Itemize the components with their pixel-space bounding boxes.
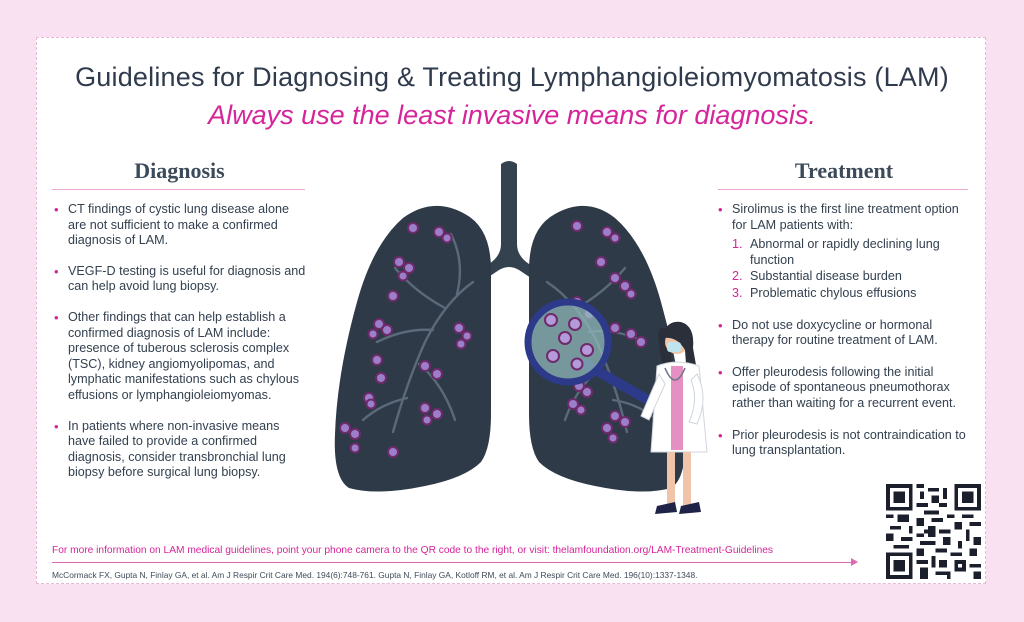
- lungs-illustration-icon: [315, 152, 710, 524]
- diagnosis-rule: [52, 189, 305, 190]
- treatment-bullet: • Prior pleurodesis is not contraindication to lung transplantation.: [718, 428, 970, 459]
- treatment-list: [718, 202, 970, 459]
- treatment-bullet: • Do not use doxycycline or hormonal therapy for routine treatment of LAM.: [718, 318, 970, 349]
- footer-arrow-line: [52, 562, 854, 563]
- qr-code-icon[interactable]: [886, 484, 981, 579]
- treatment-bullet: • Offer pleurodesis following the initial episode of spontaneous pneumothorax rather than waiting for a recurrent event.: [718, 365, 970, 412]
- treatment-rule: [718, 189, 968, 190]
- diagnosis-bullet: • In patients where non-invasive means have failed to provide a confirmed diagnosis, consider transbronchial lung biopsy before surgical lung biopsy.: [54, 419, 310, 481]
- treatment-criterion: 3. Problematic chylous effusions: [732, 285, 917, 300]
- page-title: Guidelines for Diagnosing & Treating Lymphangioleiomyomatosis (LAM): [75, 62, 949, 92]
- treatment-bullet: • Sirolimus is the first line treatment option for LAM patients with: 1. Abnormal or rapidly declining lung function 2. Substantial disease burden 3. Problematic chylous effusions: [718, 202, 970, 302]
- diagnosis-bullet: • Other findings that can help establish a confirmed diagnosis of LAM include: presence of tuberous sclerosis complex (TSC), kidney angiomyolipomas, and lymphatic manifestations such as chylous effusions or lymphangioleiomyomas.: [54, 310, 310, 404]
- diagnosis-bullet: • CT findings of cystic lung disease alone are not sufficient to make a confirmed diagnosis of LAM.: [54, 202, 310, 249]
- treatment-heading: Treatment: [794, 158, 894, 183]
- diagnosis-bullet: • VEGF-D testing is useful for diagnosis and can help avoid lung biopsy.: [54, 264, 310, 295]
- treatment-criteria-list: [732, 237, 970, 301]
- treatment-criterion: 1. Abnormal or rapidly declining lung function: [732, 237, 940, 267]
- treatment-criterion: 2. Substantial disease burden: [732, 269, 902, 284]
- citation-text: McCormack FX, Gupta N, Finlay GA, et al. Am J Respir Crit Care Med. 194(6):748-761. Gupta N, Finlay GA, Kotloff RM, et al. Am J Respir Crit Care Med. 196(10):1337-1348.: [52, 570, 698, 580]
- page-subtitle: Always use the least invasive means for diagnosis.: [208, 100, 816, 130]
- diagnosis-list: [54, 202, 310, 481]
- footer-arrow-head: [851, 558, 858, 566]
- diagnosis-heading: Diagnosis: [134, 158, 225, 183]
- footer-info-text: For more information on LAM medical guidelines, point your phone camera to the QR code to the right, or visit: thelamfoundation.org/LAM-Treatment-Guidelines: [52, 545, 774, 556]
